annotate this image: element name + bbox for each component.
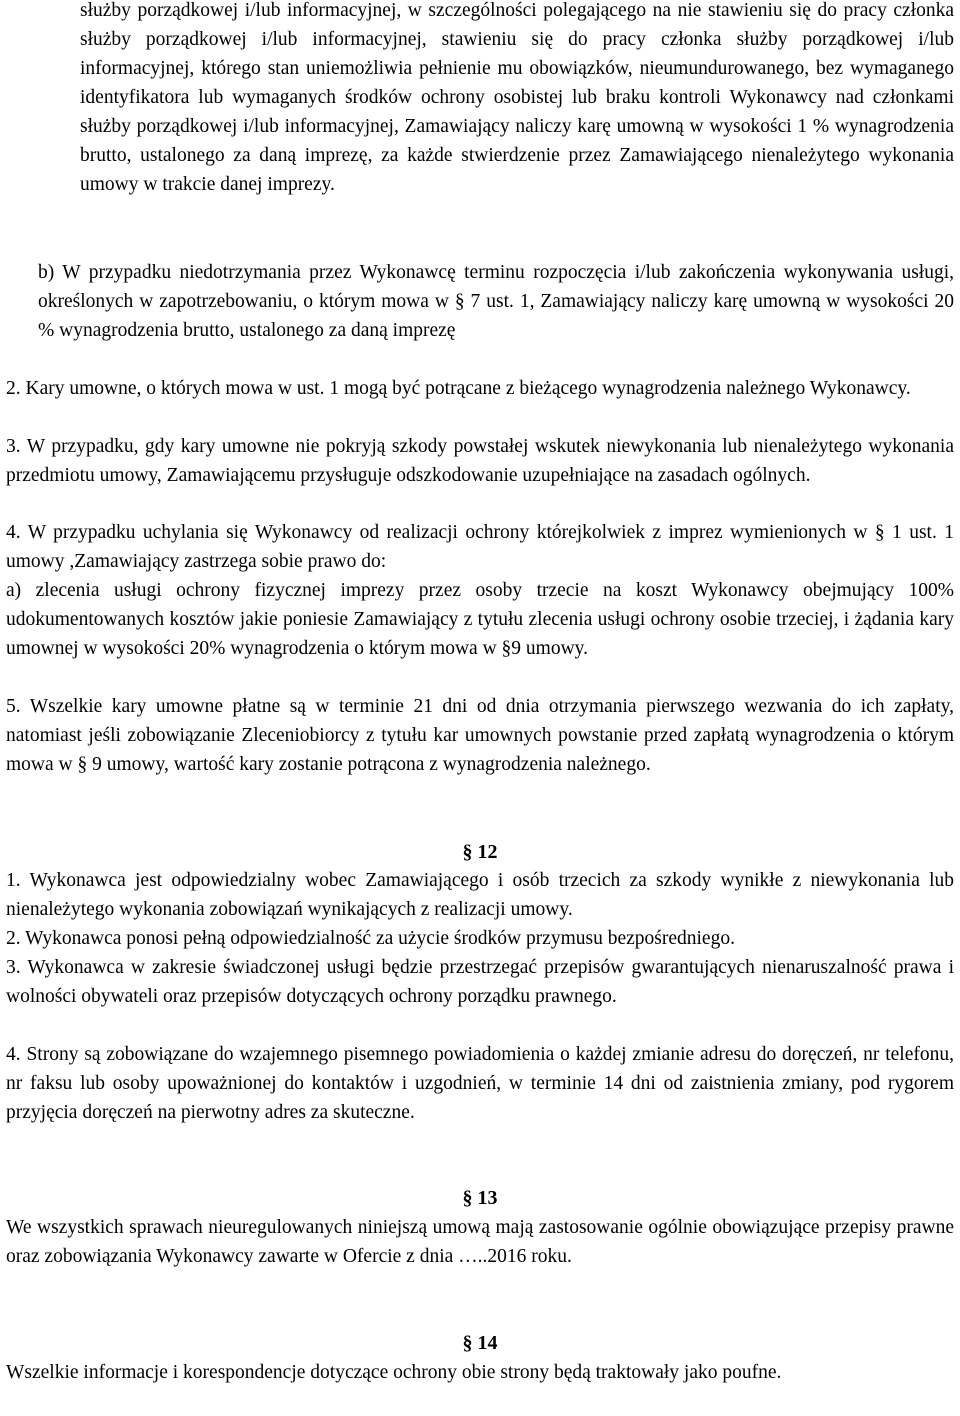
paragraph-5: 5. Wszelkie kary umowne płatne są w terminie 21 dni od dnia otrzymania pierwszego wezwania do ich zapłaty, natomiast jeśli zobowiązanie Zleceniobiorcy z tytułu kar umownych powstanie przed zapłatą wynagrodzenia o którym mowa w § 9 umowy, wartość kary zostanie potrącona z wynagrodzenia należnego. (6, 696, 954, 775)
paragraph-2: 2. Kary umowne, o których mowa w ust. 1 mogą być potrącane z bieżącego wynagrodzenia należnego Wykonawcy. (6, 378, 911, 399)
section-12-paragraph-1: 1. Wykonawca jest odpowiedzialny wobec Zamawiającego i osób trzecich za szkody wynikłe z niewykonania lub nienależytego wykonania zobowiązań wynikających z realizacji umowy. (6, 870, 954, 920)
section-12-paragraph-3: 3. Wykonawca w zakresie świadczonej usługi będzie przestrzegać przepisów gwarantujących nienaruszalność prawa i wolności obywateli oraz przepisów dotyczących ochrony porządku prawnego. (6, 957, 954, 1007)
section-12-paragraph-2: 2. Wykonawca ponosi pełną odpowiedzialność za użycie środków przymusu bezpośredniego. (6, 928, 735, 949)
section-13-heading: § 13 (462, 1187, 498, 1209)
section-14-heading: § 14 (462, 1332, 498, 1354)
paragraph-b-deadline: b) W przypadku niedotrzymania przez Wykonawcę terminu rozpoczęcia i/lub zakończenia wykonywania usługi, określonych w zapotrzebowaniu, o którym mowa w § 7 ust. 1, Zamawiający naliczy karę umowną w wysokości 20 % wynagrodzenia brutto, ustalonego za daną imprezę (38, 262, 954, 341)
section-12-heading: § 12 (462, 841, 498, 863)
section-13-paragraph: We wszystkich sprawach nieuregulowanych niniejszą umową mają zastosowanie ogólnie obowiązujące przepisy prawne oraz zobowiązania Wykonawcy zawarte w Ofercie z dnia …..2016 roku. (6, 1217, 954, 1267)
paragraph-4a: a) zlecenia usługi ochrony fizycznej imprezy przez osoby trzecie na koszt Wykonawcy obejmujący 100% udokumentowanych kosztów jakie poniesie Zamawiający z tytułu zlecenia usługi ochrony osobie trzeciej, i żądania kary umownej w wysokości 20% wynagrodzenia o którym mowa w §9 umowy. (6, 580, 954, 659)
section-12-paragraph-4: 4. Strony są zobowiązane do wzajemnego pisemnego powiadomienia o każdej zmianie adresu do doręczeń, nr telefonu, nr faksu lub osoby upoważnionej do kontaktów i uzgodnień, w terminie 14 dni od zaistnienia zmiany, pod rygorem przyjęcia doręczeń na pierwotny adres za skuteczne. (6, 1044, 954, 1123)
paragraph-4: 4. W przypadku uchylania się Wykonawcy od realizacji ochrony którejkolwiek z imprez wymienionych w § 1 ust. 1 umowy ,Zamawiający zastrzega sobie prawo do: (6, 522, 954, 572)
section-14-paragraph: Wszelkie informacje i korespondencje dotyczące ochrony obie strony będą traktowały jako poufne. (6, 1362, 782, 1383)
paragraph-3: 3. W przypadku, gdy kary umowne nie pokryją szkody powstałej wskutek niewykonania lub nienależytego wykonania przedmiotu umowy, Zamawiającemu przysługuje odszkodowanie uzupełniające na zasadach ogólnych. (6, 436, 954, 486)
paragraph-penalty-staff: służby porządkowej i/lub informacyjnej, w szczególności polegającego na nie stawieniu się do pracy członka służby porządkowej i/lub informacyjnej, stawieniu się do pracy członka służby porządkowej i/lub informacyjnej, którego stan uniemożliwia pełnienie mu obowiązków, nieumundurowanego, bez wymaganego identyfikatora lub wymaganych środków ochrony osobistej lub braku kontroli Wykonawcy nad członkami służby porządkowej i/lub informacyjnej, Zamawiający naliczy karę umowną w wysokości 1 % wynagrodzenia brutto, ustalonego za daną imprezę, za każde stwierdzenie przez Zamawiającego nienależytego wykonania umowy w trakcie danej imprezy. (80, 0, 954, 195)
